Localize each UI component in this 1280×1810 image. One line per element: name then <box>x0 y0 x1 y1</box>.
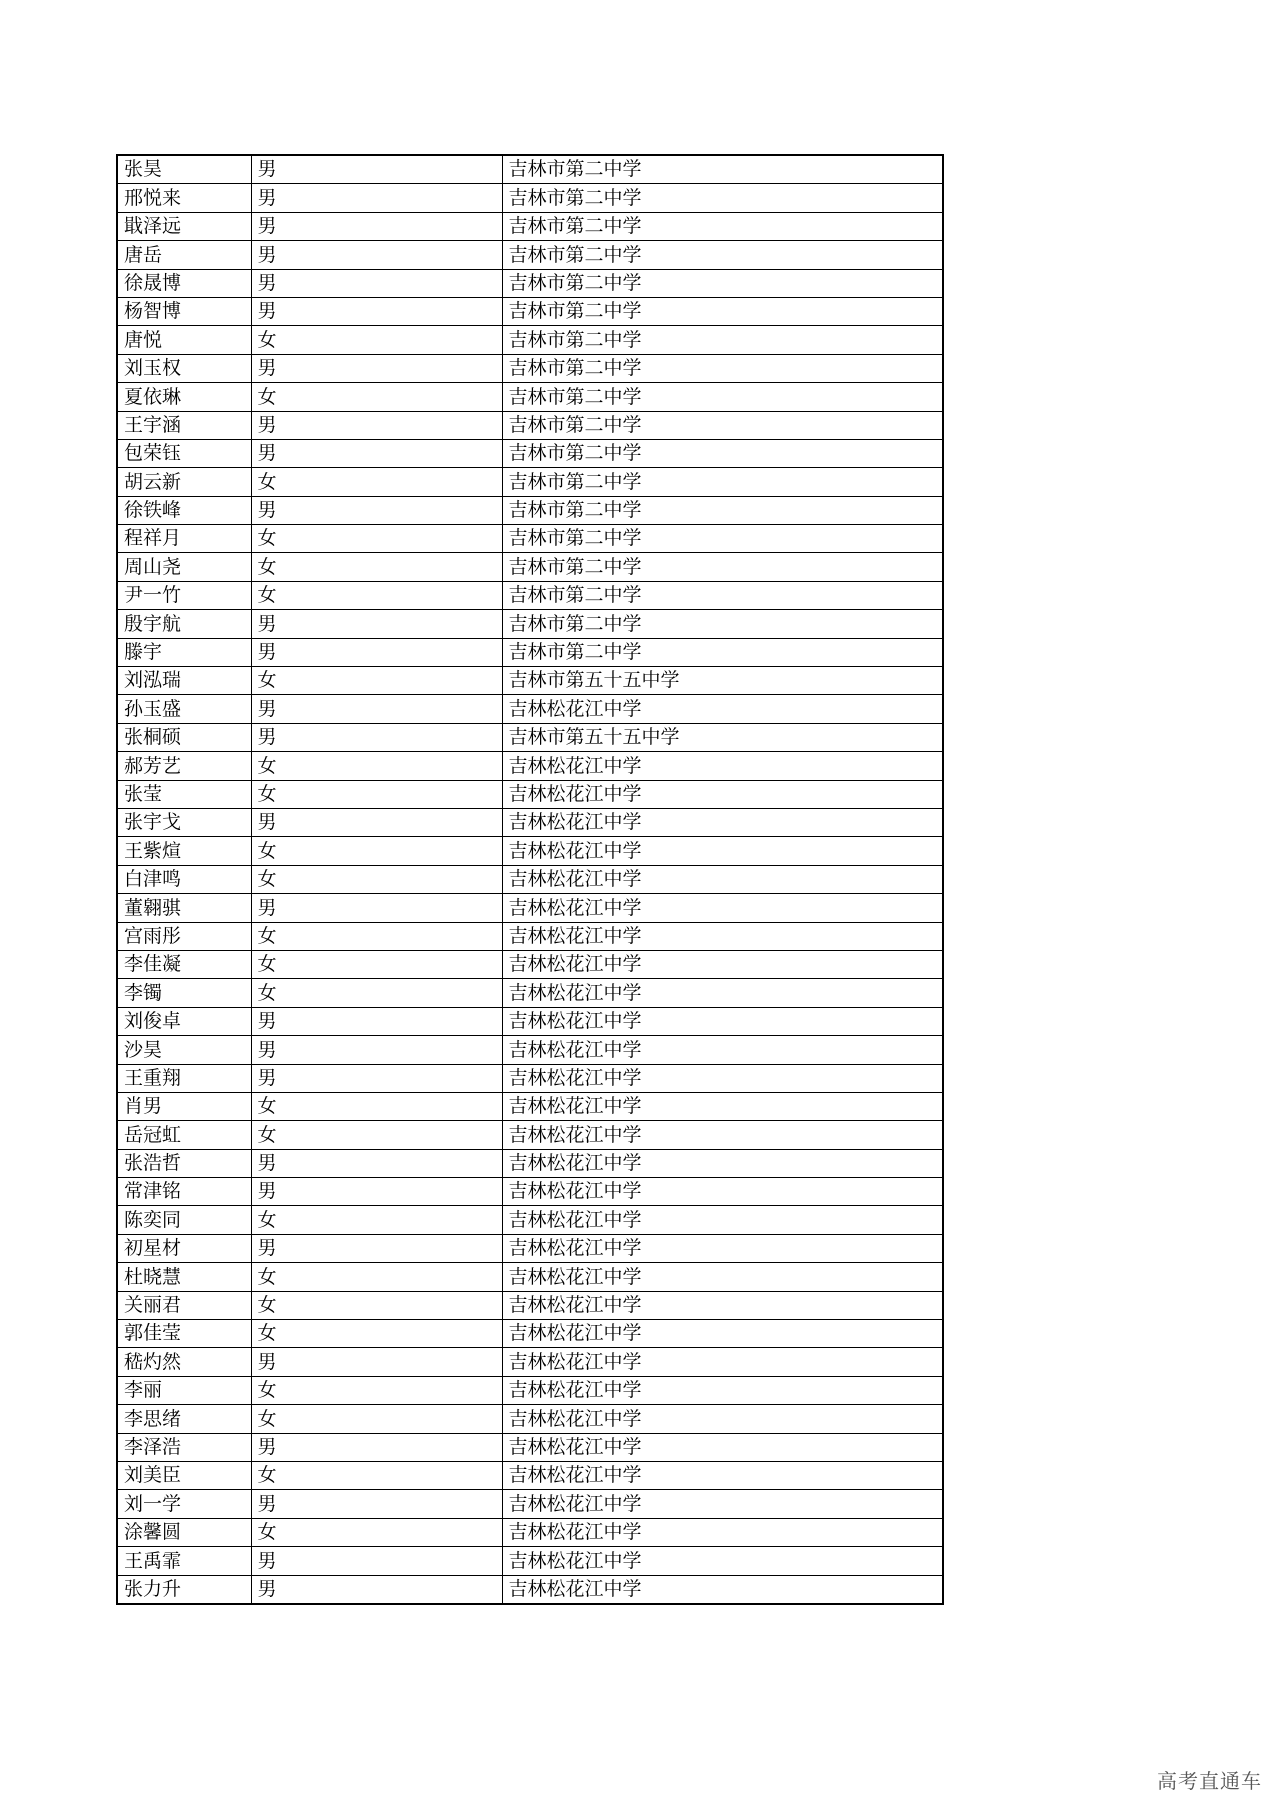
table-row <box>117 1291 943 1319</box>
school-cell: 吉林市第二中学 <box>502 411 943 439</box>
gender-cell: 男 <box>251 184 502 212</box>
gender-cell: 男 <box>251 695 502 723</box>
gender-cell: 男 <box>251 1490 502 1518</box>
student-name-cell: 李泽浩 <box>117 1433 251 1461</box>
table-row <box>117 695 943 723</box>
table-row <box>117 439 943 467</box>
table-row <box>117 241 943 269</box>
school-cell: 吉林市第二中学 <box>502 439 943 467</box>
gender-cell: 女 <box>251 922 502 950</box>
watermark: 高考直通车 <box>1157 1769 1262 1793</box>
table-row <box>117 411 943 439</box>
table-row <box>117 922 943 950</box>
student-name-cell: 徐铁峰 <box>117 496 251 524</box>
student-name-cell: 李思绪 <box>117 1405 251 1433</box>
student-name-cell: 刘泓瑞 <box>117 667 251 695</box>
gender-cell: 男 <box>251 1547 502 1575</box>
student-name-cell: 李丽 <box>117 1376 251 1404</box>
gender-cell: 男 <box>251 1007 502 1035</box>
student-name-cell: 张昊 <box>117 155 251 184</box>
student-name-cell: 李镯 <box>117 979 251 1007</box>
gender-cell: 女 <box>251 1405 502 1433</box>
student-name-cell: 张莹 <box>117 780 251 808</box>
school-cell: 吉林市第二中学 <box>502 155 943 184</box>
gender-cell: 男 <box>251 1064 502 1092</box>
student-name-cell: 岳冠虹 <box>117 1121 251 1149</box>
student-name-cell: 张浩哲 <box>117 1149 251 1177</box>
school-cell: 吉林松花江中学 <box>502 1433 943 1461</box>
table-row <box>117 581 943 609</box>
student-name-cell: 王禹霏 <box>117 1547 251 1575</box>
gender-cell: 男 <box>251 241 502 269</box>
gender-cell: 男 <box>251 723 502 751</box>
table-row <box>117 752 943 780</box>
table-row <box>117 1263 943 1291</box>
gender-cell: 女 <box>251 1092 502 1120</box>
school-cell: 吉林松花江中学 <box>502 1178 943 1206</box>
school-cell: 吉林松花江中学 <box>502 1121 943 1149</box>
gender-cell: 男 <box>251 212 502 240</box>
table-row <box>117 950 943 978</box>
table-row <box>117 326 943 354</box>
school-cell: 吉林松花江中学 <box>502 1206 943 1234</box>
gender-cell: 男 <box>251 1234 502 1262</box>
school-cell: 吉林市第二中学 <box>502 326 943 354</box>
table-row <box>117 979 943 1007</box>
school-cell: 吉林市第二中学 <box>502 354 943 382</box>
student-name-cell: 宫雨彤 <box>117 922 251 950</box>
school-cell: 吉林松花江中学 <box>502 865 943 893</box>
school-cell: 吉林松花江中学 <box>502 1064 943 1092</box>
table-row <box>117 837 943 865</box>
school-cell: 吉林松花江中学 <box>502 1518 943 1546</box>
gender-cell: 女 <box>251 1518 502 1546</box>
table-row <box>117 1064 943 1092</box>
school-cell: 吉林松花江中学 <box>502 1234 943 1262</box>
gender-cell: 女 <box>251 1263 502 1291</box>
student-name-cell: 张力升 <box>117 1575 251 1604</box>
table-row <box>117 155 943 184</box>
student-name-cell: 胡云新 <box>117 468 251 496</box>
table-row <box>117 1461 943 1489</box>
table-row <box>117 496 943 524</box>
student-name-cell: 孙玉盛 <box>117 695 251 723</box>
gender-cell: 男 <box>251 610 502 638</box>
gender-cell: 男 <box>251 808 502 836</box>
school-cell: 吉林松花江中学 <box>502 1547 943 1575</box>
gender-cell: 女 <box>251 525 502 553</box>
table-row <box>117 212 943 240</box>
student-name-cell: 戢泽远 <box>117 212 251 240</box>
school-cell: 吉林松花江中学 <box>502 922 943 950</box>
gender-cell: 女 <box>251 468 502 496</box>
table-row <box>117 1405 943 1433</box>
gender-cell: 女 <box>251 979 502 1007</box>
student-name-cell: 刘一学 <box>117 1490 251 1518</box>
school-cell: 吉林市第二中学 <box>502 269 943 297</box>
gender-cell: 男 <box>251 297 502 325</box>
gender-cell: 女 <box>251 383 502 411</box>
gender-cell: 女 <box>251 837 502 865</box>
gender-cell: 女 <box>251 1291 502 1319</box>
student-name-cell: 郝芳艺 <box>117 752 251 780</box>
gender-cell: 男 <box>251 155 502 184</box>
school-cell: 吉林松花江中学 <box>502 1149 943 1177</box>
school-cell: 吉林松花江中学 <box>502 1036 943 1064</box>
school-cell: 吉林松花江中学 <box>502 894 943 922</box>
school-cell: 吉林松花江中学 <box>502 1291 943 1319</box>
table-row <box>117 638 943 666</box>
student-name-cell: 刘玉权 <box>117 354 251 382</box>
school-cell: 吉林市第五十五中学 <box>502 667 943 695</box>
student-name-cell: 滕宇 <box>117 638 251 666</box>
school-cell: 吉林松花江中学 <box>502 1575 943 1604</box>
gender-cell: 女 <box>251 553 502 581</box>
school-cell: 吉林松花江中学 <box>502 808 943 836</box>
gender-cell: 女 <box>251 581 502 609</box>
table-row <box>117 354 943 382</box>
student-name-cell: 初星材 <box>117 1234 251 1262</box>
table-row <box>117 1206 943 1234</box>
table-row <box>117 1575 943 1604</box>
table-row <box>117 1376 943 1404</box>
student-name-cell: 陈奕同 <box>117 1206 251 1234</box>
roster-table <box>116 154 944 1605</box>
table-row <box>117 667 943 695</box>
gender-cell: 女 <box>251 1206 502 1234</box>
student-name-cell: 肖男 <box>117 1092 251 1120</box>
student-name-cell: 董翱骐 <box>117 894 251 922</box>
gender-cell: 女 <box>251 780 502 808</box>
gender-cell: 女 <box>251 1121 502 1149</box>
student-name-cell: 李佳凝 <box>117 950 251 978</box>
student-name-cell: 徐晟博 <box>117 269 251 297</box>
school-cell: 吉林松花江中学 <box>502 979 943 1007</box>
table-row <box>117 297 943 325</box>
school-cell: 吉林松花江中学 <box>502 1320 943 1348</box>
student-name-cell: 唐岳 <box>117 241 251 269</box>
school-cell: 吉林松花江中学 <box>502 752 943 780</box>
gender-cell: 男 <box>251 354 502 382</box>
table-row <box>117 1490 943 1518</box>
school-cell: 吉林市第二中学 <box>502 297 943 325</box>
table-row <box>117 723 943 751</box>
gender-cell: 男 <box>251 496 502 524</box>
table-row <box>117 269 943 297</box>
gender-cell: 男 <box>251 269 502 297</box>
gender-cell: 男 <box>251 1433 502 1461</box>
student-name-cell: 张桐硕 <box>117 723 251 751</box>
gender-cell: 男 <box>251 411 502 439</box>
table-row <box>117 468 943 496</box>
student-name-cell: 杜晓慧 <box>117 1263 251 1291</box>
school-cell: 吉林市第二中学 <box>502 610 943 638</box>
table-row <box>117 1518 943 1546</box>
school-cell: 吉林松花江中学 <box>502 1405 943 1433</box>
student-name-cell: 王重翔 <box>117 1064 251 1092</box>
gender-cell: 男 <box>251 1036 502 1064</box>
gender-cell: 男 <box>251 1178 502 1206</box>
table-row <box>117 1348 943 1376</box>
gender-cell: 女 <box>251 1320 502 1348</box>
table-row <box>117 1121 943 1149</box>
school-cell: 吉林松花江中学 <box>502 1007 943 1035</box>
student-name-cell: 沙昊 <box>117 1036 251 1064</box>
table-row <box>117 1149 943 1177</box>
school-cell: 吉林市第二中学 <box>502 638 943 666</box>
roster-body <box>117 155 943 1604</box>
student-name-cell: 关丽君 <box>117 1291 251 1319</box>
table-row <box>117 383 943 411</box>
student-name-cell: 白津鸣 <box>117 865 251 893</box>
table-row <box>117 610 943 638</box>
table-row <box>117 1178 943 1206</box>
school-cell: 吉林松花江中学 <box>502 780 943 808</box>
student-name-cell: 邢悦来 <box>117 184 251 212</box>
school-cell: 吉林松花江中学 <box>502 695 943 723</box>
table-row <box>117 1036 943 1064</box>
student-name-cell: 张宇戈 <box>117 808 251 836</box>
school-cell: 吉林市第二中学 <box>502 553 943 581</box>
gender-cell: 女 <box>251 752 502 780</box>
table-row <box>117 1433 943 1461</box>
school-cell: 吉林市第二中学 <box>502 241 943 269</box>
student-name-cell: 周山尧 <box>117 553 251 581</box>
school-cell: 吉林市第二中学 <box>502 212 943 240</box>
gender-cell: 男 <box>251 894 502 922</box>
table-row <box>117 1007 943 1035</box>
gender-cell: 女 <box>251 1461 502 1489</box>
table-row <box>117 865 943 893</box>
gender-cell: 男 <box>251 1348 502 1376</box>
table-row <box>117 525 943 553</box>
school-cell: 吉林松花江中学 <box>502 1376 943 1404</box>
student-name-cell: 尹一竹 <box>117 581 251 609</box>
student-name-cell: 刘美臣 <box>117 1461 251 1489</box>
school-cell: 吉林松花江中学 <box>502 1490 943 1518</box>
table-row <box>117 1320 943 1348</box>
student-name-cell: 常津铭 <box>117 1178 251 1206</box>
student-name-cell: 唐悦 <box>117 326 251 354</box>
student-name-cell: 嵇灼然 <box>117 1348 251 1376</box>
student-name-cell: 郭佳莹 <box>117 1320 251 1348</box>
student-name-cell: 王紫煊 <box>117 837 251 865</box>
table-row <box>117 1547 943 1575</box>
student-name-cell: 包荣钰 <box>117 439 251 467</box>
gender-cell: 男 <box>251 1149 502 1177</box>
student-name-cell: 涂馨圆 <box>117 1518 251 1546</box>
gender-cell: 男 <box>251 439 502 467</box>
table-row <box>117 780 943 808</box>
table-row <box>117 1092 943 1120</box>
school-cell: 吉林松花江中学 <box>502 1348 943 1376</box>
school-cell: 吉林市第二中学 <box>502 184 943 212</box>
student-name-cell: 殷宇航 <box>117 610 251 638</box>
table-row <box>117 808 943 836</box>
student-name-cell: 杨智博 <box>117 297 251 325</box>
gender-cell: 女 <box>251 950 502 978</box>
school-cell: 吉林松花江中学 <box>502 1092 943 1120</box>
student-name-cell: 刘俊卓 <box>117 1007 251 1035</box>
gender-cell: 女 <box>251 667 502 695</box>
school-cell: 吉林松花江中学 <box>502 1461 943 1489</box>
school-cell: 吉林市第二中学 <box>502 383 943 411</box>
school-cell: 吉林市第二中学 <box>502 581 943 609</box>
school-cell: 吉林松花江中学 <box>502 950 943 978</box>
gender-cell: 男 <box>251 1575 502 1604</box>
gender-cell: 男 <box>251 638 502 666</box>
school-cell: 吉林市第二中学 <box>502 525 943 553</box>
school-cell: 吉林市第五十五中学 <box>502 723 943 751</box>
gender-cell: 女 <box>251 865 502 893</box>
table-row <box>117 184 943 212</box>
school-cell: 吉林松花江中学 <box>502 837 943 865</box>
gender-cell: 女 <box>251 1376 502 1404</box>
student-name-cell: 王宇涵 <box>117 411 251 439</box>
student-name-cell: 程祥月 <box>117 525 251 553</box>
table-row <box>117 553 943 581</box>
table-row <box>117 1234 943 1262</box>
student-name-cell: 夏依琳 <box>117 383 251 411</box>
school-cell: 吉林松花江中学 <box>502 1263 943 1291</box>
school-cell: 吉林市第二中学 <box>502 468 943 496</box>
table-row <box>117 894 943 922</box>
gender-cell: 女 <box>251 326 502 354</box>
school-cell: 吉林市第二中学 <box>502 496 943 524</box>
